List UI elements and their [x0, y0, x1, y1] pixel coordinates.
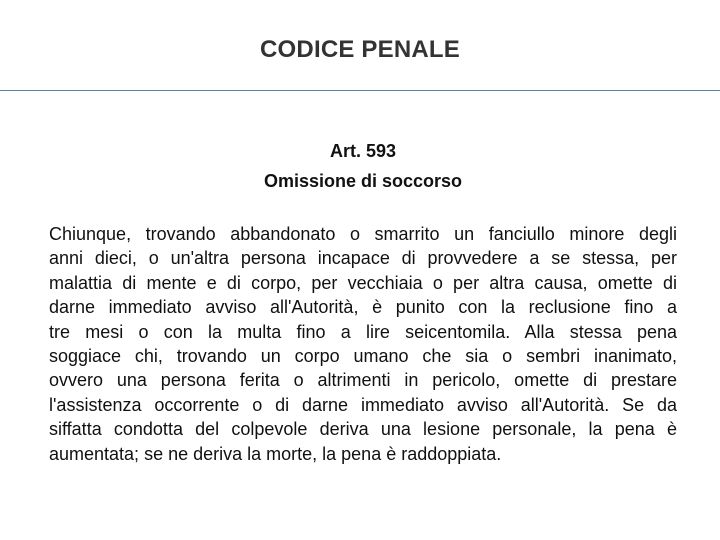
article-body-line: malattia di mente e di corpo, per vecchiaia o per altra causa, omette di: [49, 272, 677, 293]
article-body-line: ovvero una persona ferita o altrimenti in pericolo, omette di prestare: [49, 370, 677, 391]
article-number: Art. 593: [329, 141, 397, 161]
article-body-line: darne immediato avviso all'Autorità, è punito con la reclusione fino a: [49, 297, 677, 318]
article-body-line: anni dieci, o un'altra persona incapace di provvedere a se stessa, per: [49, 248, 677, 269]
title-divider: [0, 90, 720, 91]
article-body-line: aumentata; se ne deriva la morte, la pena è raddoppiata.: [49, 443, 502, 464]
article-body-line: tre mesi o con la multa fino a lire seicentomila. Alla stessa pena: [49, 321, 677, 342]
article-body-line: siffatta condotta del colpevole deriva una lesione personale, la pena è: [49, 419, 677, 440]
article-heading: [0, 136, 720, 196]
article-title: Omissione di soccorso: [263, 171, 463, 191]
article-body: [49, 222, 677, 466]
article-body-line: Chiunque, trovando abbandonato o smarrito un fanciullo minore degli: [49, 224, 677, 244]
slide-title: CODICE PENALE: [260, 36, 460, 63]
article-body-line: soggiace chi, trovando un corpo umano che sia o sembri inanimato,: [49, 346, 677, 367]
article-body-line: l'assistenza occorrente o di darne immediato avviso all'Autorità. Se da: [49, 394, 677, 415]
